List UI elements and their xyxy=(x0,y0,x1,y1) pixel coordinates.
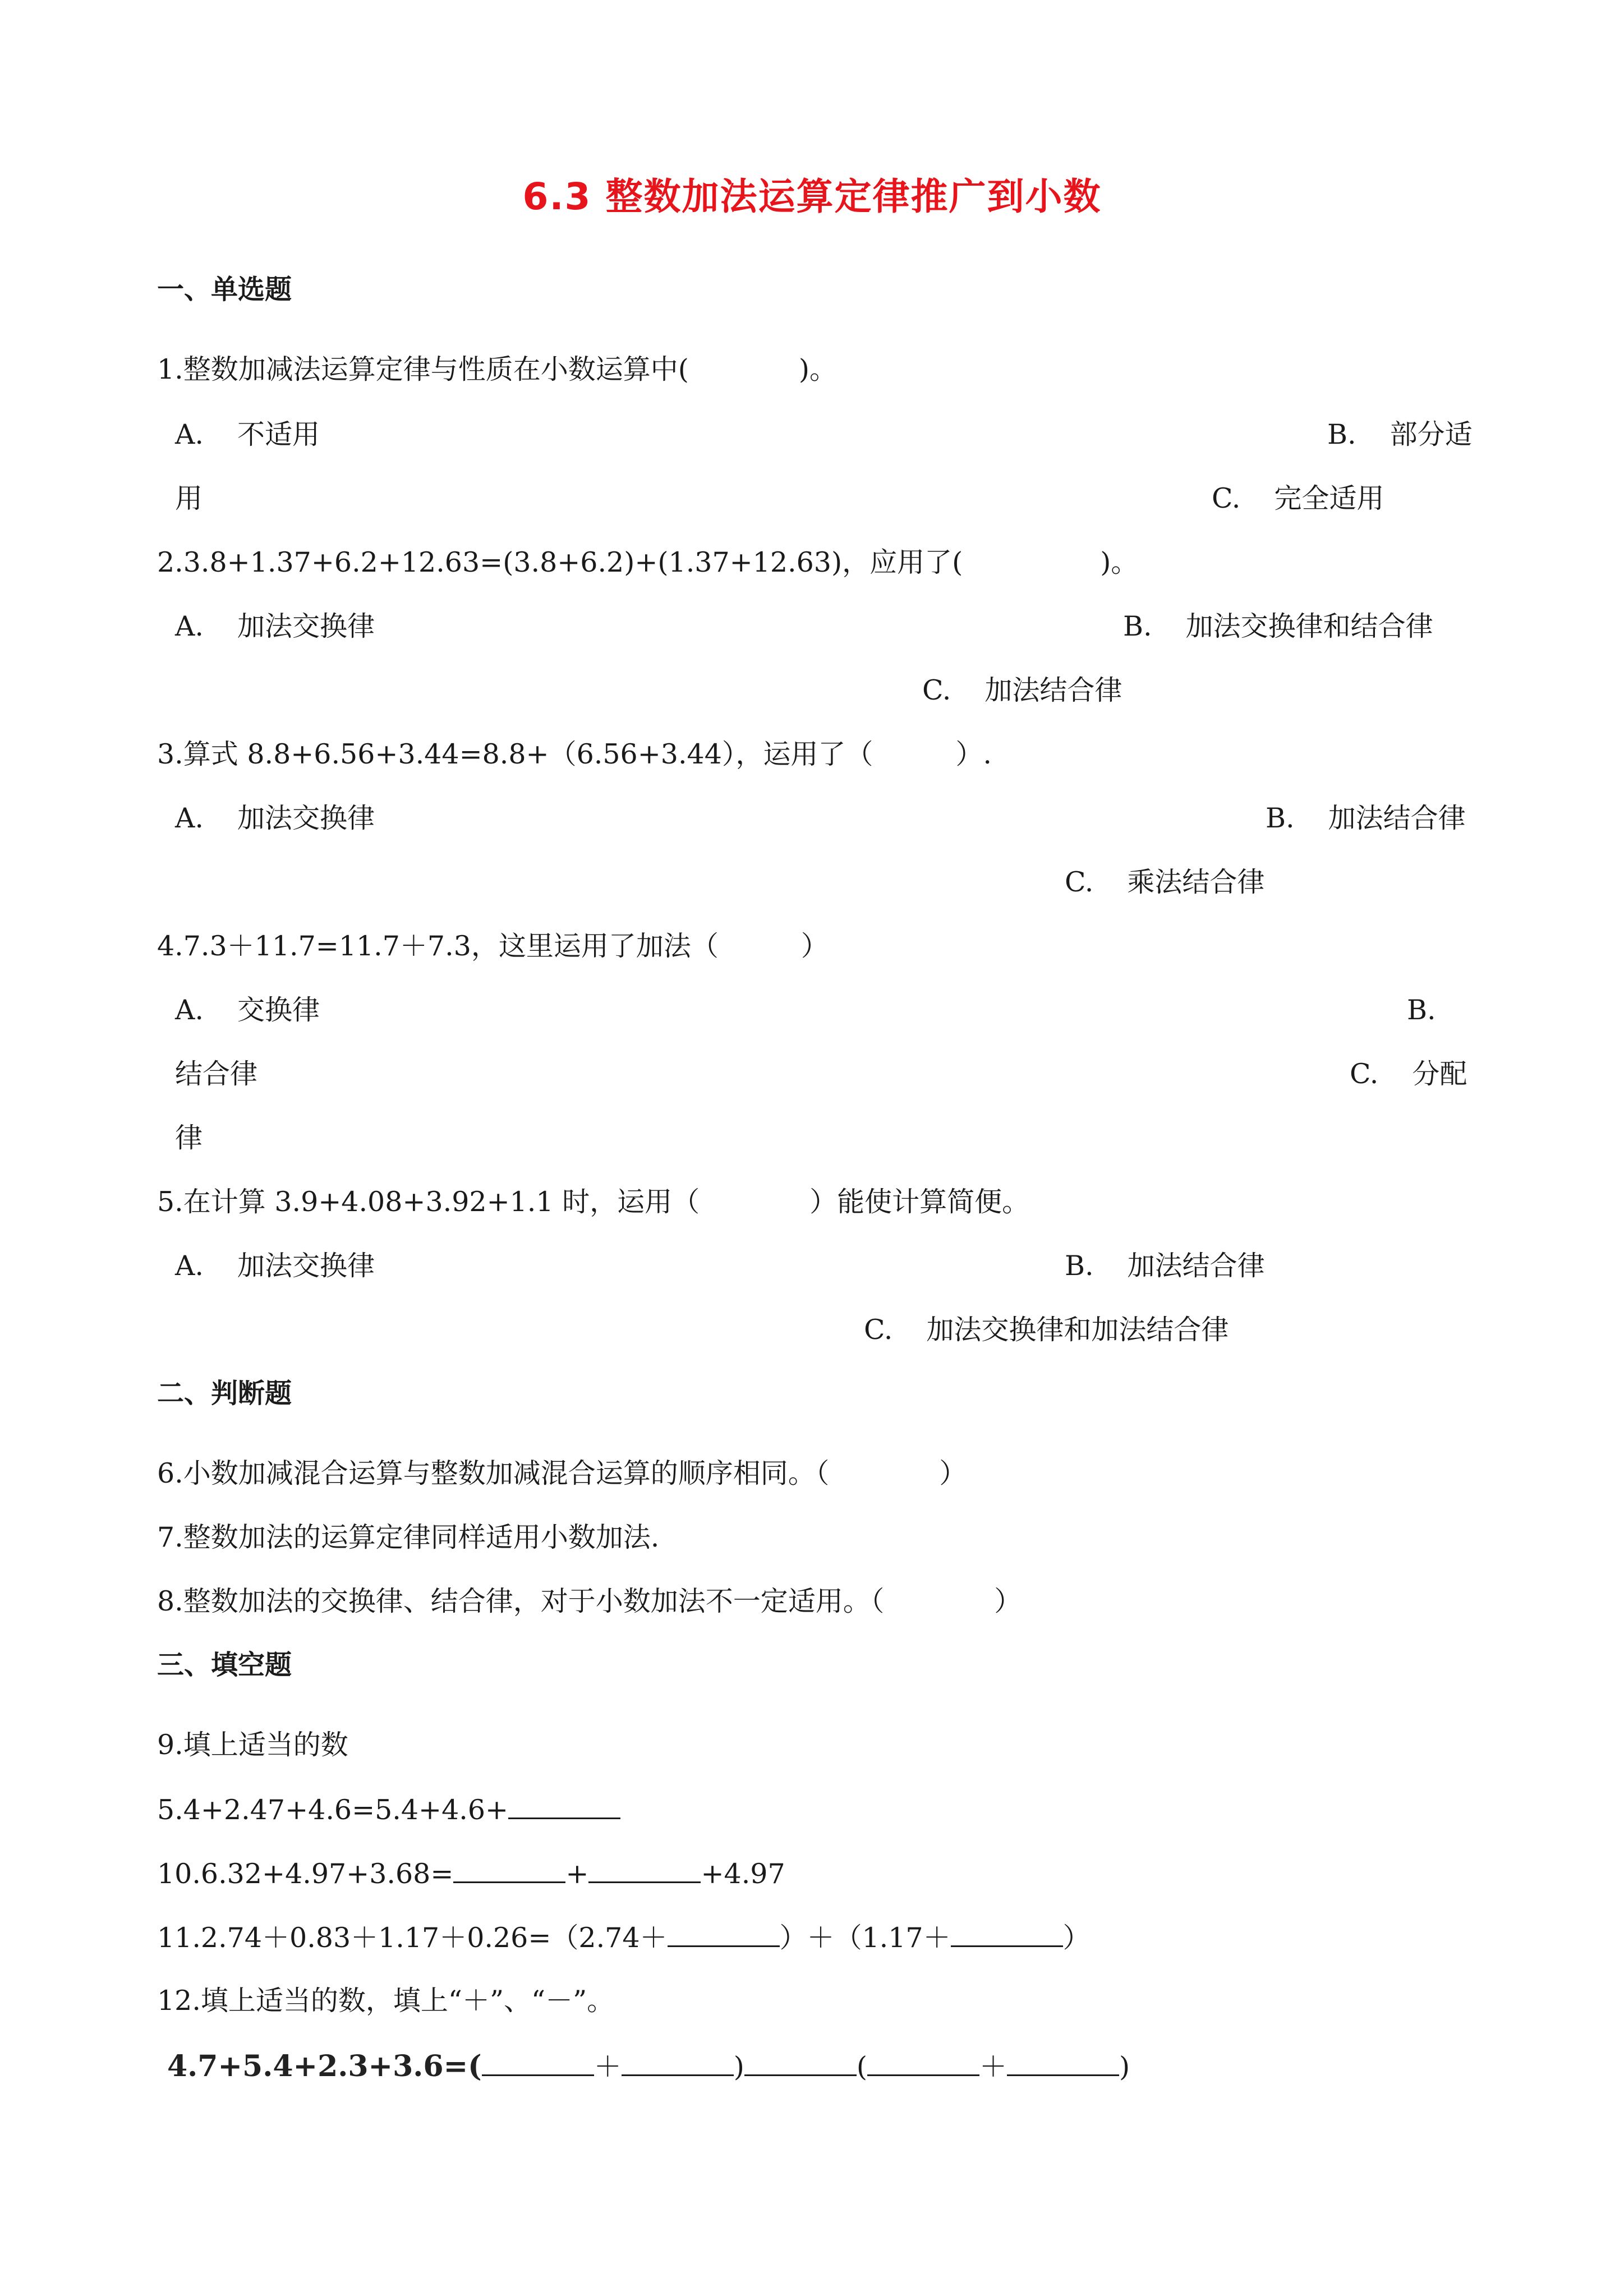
question-9-line xyxy=(157,1795,620,1824)
question-11 xyxy=(157,1923,1091,1952)
question-2-option-c[interactable] xyxy=(922,674,1122,706)
option-label: B. xyxy=(1065,1250,1094,1282)
option-text: 加法交换律和加法结合律 xyxy=(926,1314,1229,1346)
question-9-stem: 9.填上适当的数 xyxy=(157,1729,348,1761)
option-label: A. xyxy=(175,994,204,1026)
answer-blank[interactable] xyxy=(508,1795,620,1819)
option-label: B. xyxy=(1123,610,1152,642)
question-1-option-b-continued: 用 xyxy=(175,482,203,514)
answer-blank[interactable] xyxy=(744,2052,857,2076)
question-2-stem: 2.3.8+1.37+6.2+12.63=(3.8+6.2)+(1.37+12.63)，应用了( )。 xyxy=(157,546,1139,578)
question-12-stem: 12.填上适当的数，填上“＋”、“－”。 xyxy=(157,1985,615,2017)
option-text: 加法交换律 xyxy=(237,610,375,642)
answer-blank[interactable] xyxy=(951,1923,1063,1947)
option-text: 加法交换律 xyxy=(237,1250,375,1282)
equation-text: ＋ xyxy=(979,2051,1007,2083)
equation-text: ） xyxy=(1062,1922,1091,1954)
option-label: A. xyxy=(175,1250,204,1282)
question-3-option-c[interactable] xyxy=(1065,868,1264,896)
option-text: 加法交换律和结合律 xyxy=(1185,610,1433,642)
option-label: C. xyxy=(922,674,951,706)
equation-text: ）＋（1.17＋ xyxy=(779,1922,951,1954)
question-2-option-a[interactable] xyxy=(175,610,375,642)
question-1-option-b[interactable] xyxy=(1327,418,1473,450)
option-text: 加法结合律 xyxy=(984,674,1122,706)
question-5-option-a[interactable] xyxy=(175,1252,375,1280)
question-7: 7.整数加法的运算定律同样适用小数加法. xyxy=(157,1521,660,1553)
equation-text: + xyxy=(565,1858,589,1890)
option-label: C. xyxy=(1212,482,1241,514)
option-text: 加法结合律 xyxy=(1328,802,1466,834)
question-4-option-c-continued: 律 xyxy=(175,1122,203,1154)
option-text: 完全适用 xyxy=(1274,482,1384,514)
answer-blank[interactable] xyxy=(622,2052,734,2076)
question-5-option-c[interactable] xyxy=(864,1314,1229,1346)
option-text: 加法结合律 xyxy=(1127,1250,1265,1282)
equation-text: ＋ xyxy=(594,2051,622,2083)
option-text: 不适用 xyxy=(237,418,320,450)
answer-blank[interactable] xyxy=(588,1859,701,1883)
option-label: C. xyxy=(1065,866,1094,898)
question-5-option-b[interactable] xyxy=(1065,1252,1265,1280)
equation-text: 10.6.32+4.97+3.68= xyxy=(157,1858,454,1890)
question-2-option-b[interactable] xyxy=(1123,610,1433,642)
section-heading-fill-in: 三、填空题 xyxy=(157,1649,292,1681)
equation-text: ) xyxy=(733,2051,744,2083)
option-label: B. xyxy=(1327,418,1356,450)
question-4-option-b-label[interactable]: B. xyxy=(1407,994,1436,1026)
section-heading-single-choice: 一、单选题 xyxy=(157,274,292,305)
equation-text: 11.2.74＋0.83＋1.17＋0.26=（2.74＋ xyxy=(157,1922,668,1954)
question-5-stem: 5.在计算 3.9+4.08+3.92+1.1 时，运用（ ）能使计算简便。 xyxy=(157,1186,1030,1218)
question-4-option-b-text: 结合律 xyxy=(175,1058,258,1090)
question-3-option-b[interactable] xyxy=(1266,804,1466,832)
question-12-equation xyxy=(167,2049,1130,2083)
equation-text: ( xyxy=(856,2051,868,2083)
answer-blank[interactable] xyxy=(482,2052,594,2076)
question-6: 6.小数加减混合运算与整数加减混合运算的顺序相同。（ ） xyxy=(157,1457,967,1489)
question-1-stem: 1.整数加减法运算定律与性质在小数运算中( )。 xyxy=(157,353,837,385)
question-3-stem: 3.算式 8.8+6.56+3.44=8.8+（6.56+3.44），运用了（ ）. xyxy=(157,738,992,770)
question-4-stem: 4.7.3＋11.7=11.7＋7.3，这里运用了加法（ ） xyxy=(157,930,829,962)
equation-text: 4.7+5.4+2.3+3.6=( xyxy=(167,2049,482,2083)
question-1-option-c[interactable] xyxy=(1212,482,1384,514)
equation-text: ) xyxy=(1119,2051,1130,2083)
answer-blank[interactable] xyxy=(1007,2052,1119,2076)
question-1-option-a[interactable] xyxy=(175,418,320,450)
option-label: C. xyxy=(1350,1058,1379,1090)
option-text: 加法交换律 xyxy=(237,802,375,834)
answer-blank[interactable] xyxy=(453,1859,565,1883)
question-10 xyxy=(157,1859,785,1888)
question-4-option-c[interactable] xyxy=(1350,1060,1467,1088)
page-title: 6.3 整数加法运算定律推广到小数 xyxy=(522,175,1102,218)
option-label: C. xyxy=(864,1314,893,1346)
option-label: A. xyxy=(175,802,204,834)
option-label: A. xyxy=(175,610,204,642)
section-heading-true-false: 二、判断题 xyxy=(157,1378,292,1409)
question-4-option-a[interactable] xyxy=(175,996,320,1024)
option-label: B. xyxy=(1266,802,1295,834)
equation-text: +4.97 xyxy=(701,1858,785,1890)
question-8: 8.整数加法的交换律、结合律，对于小数加法不一定适用。（ ） xyxy=(157,1585,1022,1617)
answer-blank[interactable] xyxy=(867,2052,979,2076)
question-3-option-a[interactable] xyxy=(175,804,375,832)
option-text: 交换律 xyxy=(237,994,320,1026)
option-text: 分配 xyxy=(1412,1058,1467,1090)
option-text: 乘法结合律 xyxy=(1127,866,1265,898)
option-label: A. xyxy=(175,418,204,450)
equation-text: 5.4+2.47+4.6=5.4+4.6+ xyxy=(157,1794,509,1826)
option-text: 部分适 xyxy=(1390,418,1473,450)
answer-blank[interactable] xyxy=(668,1923,780,1947)
